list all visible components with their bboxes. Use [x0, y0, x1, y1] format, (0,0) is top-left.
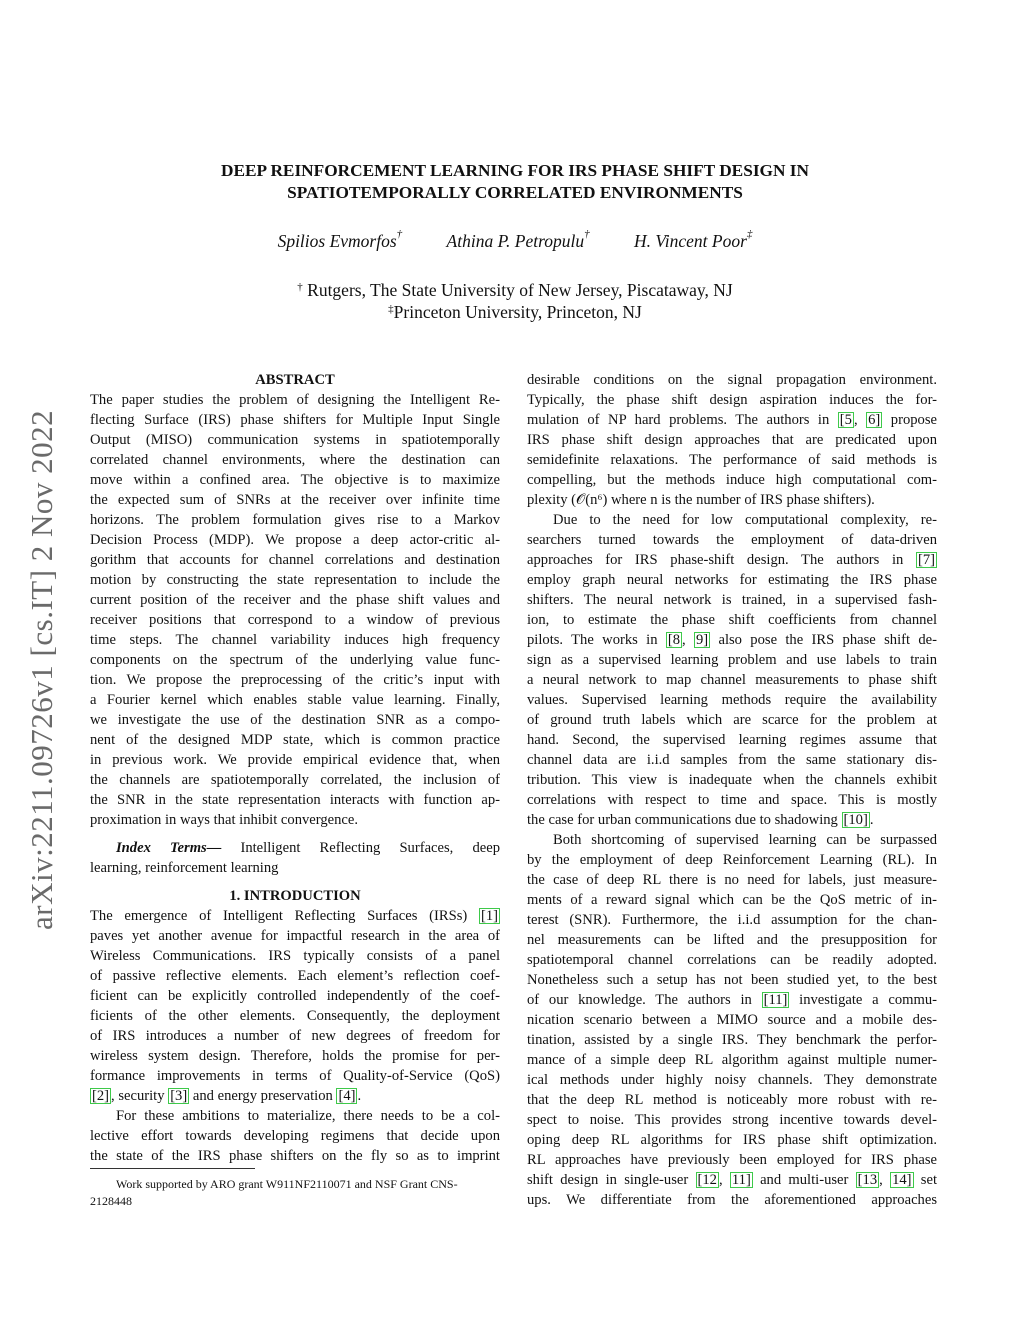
intro-line: [90, 1086, 500, 1106]
citation-link[interactable]: [1]: [480, 908, 498, 924]
abstract-line: we investigate the use of the destination SNR as a compo-: [90, 712, 500, 728]
citation-link[interactable]: [10]: [843, 812, 868, 828]
affiliations: [120, 279, 910, 323]
body-line: tribution. This view is inadequate when the channels exhibit: [527, 772, 937, 788]
body-line: [527, 810, 937, 830]
title-line-2: SPATIOTEMPORALLY CORRELATED ENVIRONMENTS: [287, 183, 743, 202]
abstract-heading: ABSTRACT: [255, 372, 335, 388]
right-column: [527, 370, 937, 1210]
body-line: values. Supervised learning methods require the availability: [527, 692, 937, 708]
body-line: [527, 1170, 937, 1190]
intro-line: wireless system design. Therefore, holds the promise for per-: [90, 1048, 500, 1064]
body-line: of ground truth labels which are scarce for the problem at: [527, 712, 937, 728]
intro-line: of IRS introduces a number of new degrees of freedom for: [90, 1028, 500, 1044]
body-line: [527, 990, 937, 1010]
citation-link[interactable]: [13: [857, 1172, 878, 1188]
text-span: ,: [718, 1172, 730, 1188]
body-line: by the employment of deep Reinforcement Learning (RL). In: [527, 852, 937, 868]
intro-line: lective effort towards developing regimens that decide upon: [90, 1128, 500, 1144]
text-span: also pose the IRS phase shift de-: [710, 632, 937, 648]
index-terms-text: Intelligent Reflecting Surfaces, deep: [221, 840, 500, 856]
body-line: spatiotemporal channel correlations can be readily adopted.: [527, 952, 937, 968]
abstract-line: Output (MISO) communication systems in spatiotemporally: [90, 432, 500, 448]
abstract-line: components on the spectrum of the underlying value func-: [90, 652, 500, 668]
text-span: The emergence of Intelligent Reflecting Surfaces (IRSs): [90, 908, 479, 924]
body-line: Both shortcoming of supervised learning can be surpassed: [553, 832, 937, 848]
author-affil-mark: †: [396, 228, 403, 240]
citation-link[interactable]: [3]: [170, 1088, 188, 1104]
text-span: the case for urban communications due to shadowing: [527, 812, 842, 828]
body-line: employ graph neural networks for estimating the IRS phase: [527, 572, 937, 588]
citation-link[interactable]: 14]: [892, 1172, 912, 1188]
text-span: , security: [111, 1088, 169, 1104]
title-line-1: DEEP REINFORCEMENT LEARNING FOR IRS PHASE SHIFT DESIGN IN: [221, 161, 809, 180]
body-line: oping deep RL algorithms for IRS phase shift optimization.: [527, 1132, 937, 1148]
text-span: .: [869, 812, 874, 828]
intro-line: ficient can be explicitly controlled independently of the coef-: [90, 988, 500, 1004]
author-affil-mark: †: [584, 228, 590, 240]
footnote-line: 2128448: [90, 1194, 132, 1208]
body-line: searchers turned towards the employment of data-driven: [527, 532, 937, 548]
body-line: ion, to estimate the phase shift coefficients from channel: [527, 612, 937, 628]
affil-mark: †: [297, 281, 303, 293]
citation-link[interactable]: [7]: [917, 552, 935, 568]
body-line: channel data are i.i.d samples from the same stationary dis-: [527, 752, 937, 768]
abstract-line: correlated channel environments, where the destination can: [90, 452, 500, 468]
body-line: tination, assisted by a single IRS. They benchmark the perfor-: [527, 1032, 937, 1048]
body-line: spect to noise. This provides strong incentive towards devel-: [527, 1112, 937, 1128]
body-line: nel measurements can be lifted and the presupposition for: [527, 932, 937, 948]
body-line: shifters. The neural network is trained, in a supervised fash-: [527, 592, 937, 608]
affil-text: Princeton University, Princeton, NJ: [393, 302, 642, 322]
affil-text: Rutgers, The State University of New Jersey, Piscataway, NJ: [302, 280, 733, 300]
text-span: .: [357, 1088, 362, 1104]
body-line: compelling, but the methods induce high computational com-: [527, 472, 937, 488]
footnote: [90, 1176, 500, 1210]
abstract-line: Decision Process (MDP). We propose a deep actor-critic al-: [90, 532, 500, 548]
text-span: approaches for IRS phase-shift design. The authors in: [527, 552, 916, 568]
text-span: investigate a commu-: [789, 992, 937, 1008]
abstract-body: [90, 390, 500, 830]
abstract-line: proximation in ways that inhibit convergence.: [90, 812, 359, 828]
arxiv-identifier-stamp: arXiv:2211.09726v1 [cs.IT] 2 Nov 2022: [24, 409, 59, 930]
citation-link[interactable]: [5: [839, 412, 852, 428]
abstract-line: tion. We propose the preprocessing of the critic’s input with: [90, 672, 500, 688]
citation-link[interactable]: 6]: [868, 412, 881, 428]
index-terms-line: [90, 838, 500, 858]
abstract-line: the expected sum of SNRs at the receiver over infinite time: [90, 492, 500, 508]
text-span: shift design in single-user: [527, 1172, 696, 1188]
intro-line: ficients of the other elements. Consequently, the deployment: [90, 1008, 500, 1024]
author-3: [634, 228, 753, 251]
affil-mark: ‡: [388, 303, 394, 315]
body-line: nication scenario between a MIMO source and a mobile des-: [527, 1012, 937, 1028]
footnote-line: Work supported by ARO grant W911NF2110071 and NSF Grant CNS-: [116, 1177, 458, 1191]
text-span: ,: [682, 632, 694, 648]
section-heading-introduction: 1. INTRODUCTION: [229, 888, 361, 904]
paper-title: [120, 160, 910, 204]
text-span: pilots. The works in: [527, 632, 666, 648]
left-column: [90, 370, 500, 1166]
text-span: of our knowledge. The authors in: [527, 992, 762, 1008]
author-2: [446, 228, 590, 251]
body-line: ments of a reward signal which can be the QoS metric of in-: [527, 892, 937, 908]
intro-line: the state of the IRS phase shifters on the fly so as to imprint: [90, 1148, 500, 1164]
abstract-line: horizons. The problem formulation gives rise to a Markov: [90, 512, 500, 528]
body-line: Nonetheless such a setup has not been studied yet, to the best: [527, 972, 937, 988]
intro-line: For these ambitions to materialize, there needs to be a col-: [116, 1108, 500, 1124]
abstract-line: time steps. The channel variability induces high frequency: [90, 632, 500, 648]
citation-link[interactable]: [2]: [92, 1088, 110, 1104]
body-line: [527, 630, 937, 650]
intro-line: of passive reflective elements. Each element’s reflection coef-: [90, 968, 500, 984]
body-line: semidefinite relaxations. The performance of said methods is: [527, 452, 937, 468]
citation-link[interactable]: [12: [697, 1172, 717, 1188]
author-name: Athina P. Petropulu: [446, 231, 585, 251]
index-terms: [90, 838, 500, 878]
text-span: and multi-user: [752, 1172, 856, 1188]
index-terms-label: Index Terms—: [116, 840, 222, 856]
abstract-line: motion by constructing the state representation to include the: [90, 572, 500, 588]
body-line: that the deep RL method is noticeably more robust with re-: [527, 1092, 937, 1108]
abstract-line: a Fourier kernel which enables stable value learning. Finally,: [90, 692, 500, 708]
footnote-rule: [90, 1168, 255, 1169]
abstract-line: nent of the designed MDP state, which is common practice: [90, 732, 500, 748]
body-line: a neural network to map channel measurements to phase shift: [527, 672, 937, 688]
citation-link[interactable]: [8: [667, 632, 680, 648]
index-terms-line: learning, reinforcement learning: [90, 860, 279, 876]
intro-line: formance improvements in terms of Quality-of-Service (QoS): [90, 1068, 500, 1084]
body-line: Due to the need for low computational complexity, re-: [553, 512, 937, 528]
body-line: RL approaches have previously been employed for IRS phase: [527, 1152, 937, 1168]
body-line: the case of deep RL there is no need for labels, just measure-: [527, 872, 937, 888]
body-line: [527, 410, 937, 430]
citation-link[interactable]: [11]: [763, 992, 788, 1008]
body-line: ical methods under highly noisy channels. They demonstrate: [527, 1072, 937, 1088]
body-line: hand. Second, the supervised learning regimes assume that: [527, 732, 937, 748]
body-line: Typically, the phase shift design aspiration induces the for-: [527, 392, 937, 408]
intro-line: [90, 906, 500, 926]
abstract-line: current position of the receiver and the phase shift values and: [90, 592, 500, 608]
abstract-line: flecting Surface (IRS) phase shifters for Multiple Input Single: [90, 412, 500, 428]
body-line: terest (SNR). Furthermore, the i.i.d assumption for the chan-: [527, 912, 937, 928]
body-line: plexity (𝒪(n⁶) where n is the number of IRS phase shifters).: [527, 492, 875, 508]
citation-link[interactable]: [4]: [338, 1088, 356, 1104]
abstract-line: the SNR in the state representation interacts with function ap-: [90, 792, 500, 808]
body-line: correlations with respect to time and space. This is mostly: [527, 792, 937, 808]
text-span: propose: [882, 412, 937, 428]
body-line: IRS phase shift design approaches that are predicated upon: [527, 432, 937, 448]
intro-line: Wireless Communications. IRS typically consists of a panel: [90, 948, 500, 964]
text-span: set: [913, 1172, 937, 1188]
author-name: H. Vincent Poor: [634, 231, 747, 251]
abstract-line: the channels are spatiotemporally correlated, the inclusion of: [90, 772, 500, 788]
abstract-line: in previous work. We provide empirical evidence that, when: [90, 752, 500, 768]
author-affil-mark: ‡: [746, 228, 753, 240]
intro-paragraph-2: [90, 1106, 500, 1166]
text-span: ,: [879, 1172, 891, 1188]
abstract-line: receiver positions that correspond to a window of previous: [90, 612, 500, 628]
body-line: desirable conditions on the signal propagation environment.: [527, 372, 937, 388]
intro-line: paves yet another avenue for impactful research in the area of: [90, 928, 500, 944]
abstract-line: move within a confined area. The objective is to maximize: [90, 472, 500, 488]
abstract-line: gorithm that accounts for channel correlations and destination: [90, 552, 500, 568]
body-line: sign as a supervised learning problem and use labels to train: [527, 652, 937, 668]
abstract-line: The paper studies the problem of designing the Intelligent Re-: [90, 392, 500, 408]
author-name: Spilios Evmorfos: [277, 231, 397, 251]
citation-link[interactable]: 11]: [731, 1172, 751, 1188]
body-line: mance of a simple deep RL algorithm against multiple numer-: [527, 1052, 937, 1068]
text-span: ,: [853, 412, 867, 428]
body-line: ups. We differentiate from the aforementioned approaches: [527, 1192, 937, 1208]
affiliation-1: [120, 279, 910, 301]
intro-paragraph-1: [90, 906, 500, 1106]
author-1: [277, 228, 403, 251]
citation-link[interactable]: 9]: [695, 632, 709, 648]
author-list: [120, 228, 910, 252]
affiliation-2: [120, 301, 910, 323]
body-line: [527, 550, 937, 570]
text-span: mulation of NP hard problems. The authors in: [527, 412, 838, 428]
text-span: and energy preservation: [189, 1088, 337, 1104]
